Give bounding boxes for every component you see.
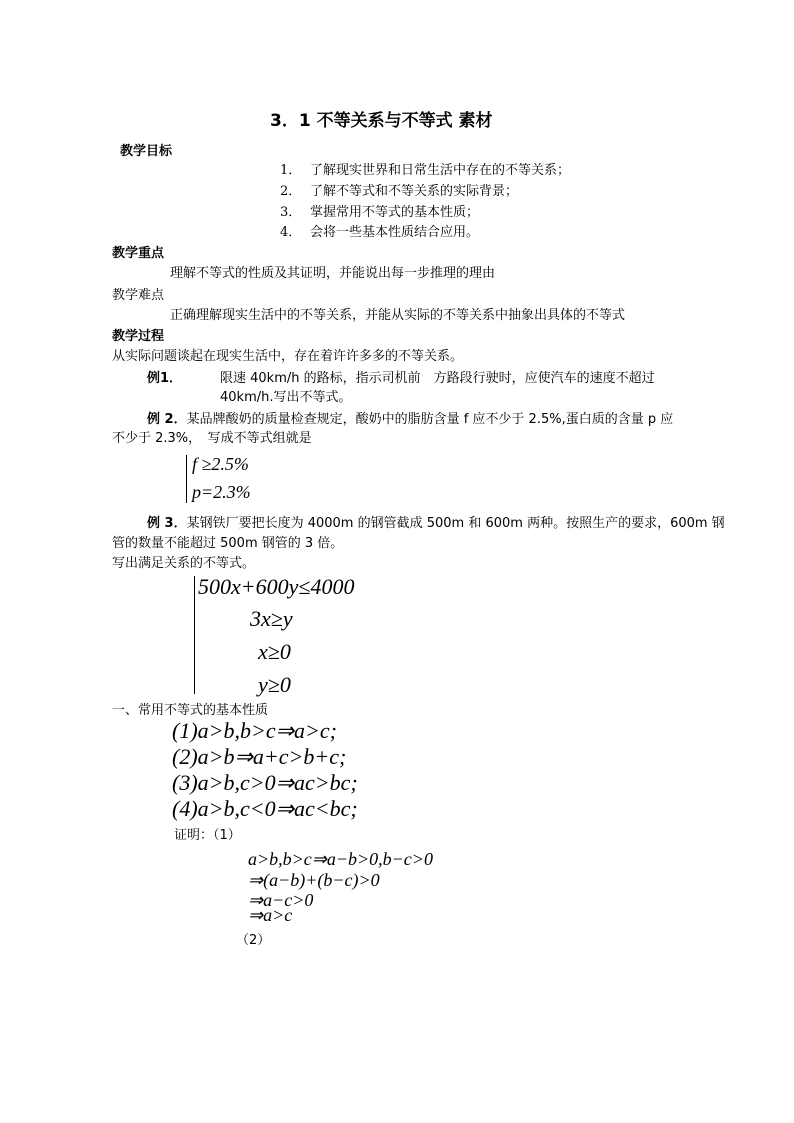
example3-line2: 管的数量不能超过 500m 钢管的 3 倍。 xyxy=(112,536,344,551)
example3-brace xyxy=(194,576,195,694)
proof-next-label: （2） xyxy=(236,933,271,948)
example3-ineq-4: y≥0 xyxy=(258,672,291,697)
example2-line1: 例 2．某品牌酸奶的质量检查规定，酸奶中的脂肪含量 f 应不少于 2.5%,蛋白质的含量 p 应 xyxy=(147,412,674,427)
process-intro: 从实际问题谈起在现实生活中，存在着许许多多的不等关系。 xyxy=(112,349,464,364)
property-3: (3)a>b,c>0⇒ac>bc; xyxy=(172,770,358,795)
property-4: (4)a>b,c<0⇒ac<bc; xyxy=(172,796,358,821)
objective-item: 4． 会将一些基本性质结合应用。 xyxy=(280,225,480,240)
proof-step-3: ⇒a−c>0 xyxy=(248,890,314,910)
proof-step-2: ⇒(a−b)+(b−c)>0 xyxy=(248,870,380,890)
properties-heading: 一、常用不等式的基本性质 xyxy=(112,703,269,718)
objective-item: 2． 了解不等式和不等关系的实际背景； xyxy=(280,184,519,199)
page-title: 3．1 不等关系与不等式 素材 xyxy=(270,111,493,131)
objective-item: 3． 掌握常用不等式的基本性质； xyxy=(280,205,480,220)
example2-ineq-p: p=2.3% xyxy=(192,482,251,502)
example3-ineq-2: 3x≥y xyxy=(250,606,293,631)
proof-label: 证明：（1） xyxy=(174,828,241,843)
process-heading: 教学过程 xyxy=(112,329,165,344)
proof-step-1: a>b,b>c⇒a−b>0,b−c>0 xyxy=(248,849,433,869)
example2-ineq-f: f ≥2.5% xyxy=(192,454,249,474)
example3-ineq-1: 500x+600y≤4000 xyxy=(198,574,355,599)
difficulties-heading: 教学难点 xyxy=(112,288,165,303)
example1-line2: 40km/h.写出不等式。 xyxy=(220,390,352,405)
property-2: (2)a>b⇒a+c>b+c; xyxy=(172,744,347,769)
key-points-text: 理解不等式的性质及其证明，并能说出每一步推理的理由 xyxy=(170,266,496,281)
objectives-heading: 教学目标 xyxy=(120,144,173,159)
difficulties-text: 正确理解现实生活中的不等关系，并能从实际的不等关系中抽象出具体的不等式 xyxy=(170,308,626,323)
example2-line2: 不少于 2.3%， 写成不等式组就是 xyxy=(112,431,312,446)
property-1: (1)a>b,b>c⇒a>c; xyxy=(172,718,337,743)
example2-brace xyxy=(186,455,187,503)
proof-step-4: ⇒a>c xyxy=(248,905,293,925)
objective-item: 1． 了解现实世界和日常生活中存在的不等关系； xyxy=(280,163,571,178)
example3-line3: 写出满足关系的不等式。 xyxy=(112,556,256,571)
example3-line1: 例 3．某钢铁厂要把长度为 4000m 的钢管截成 500m 和 600m 两种。按照生产的要求，600m 钢 xyxy=(147,516,725,531)
example3-ineq-3: x≥0 xyxy=(258,639,291,664)
example1-label: 例1． xyxy=(147,371,183,386)
example1-line1: 限速 40km/h 的路标，指示司机前 方路段行驶时，应使汽车的速度不超过 xyxy=(220,371,655,386)
key-points-heading: 教学重点 xyxy=(112,246,165,261)
